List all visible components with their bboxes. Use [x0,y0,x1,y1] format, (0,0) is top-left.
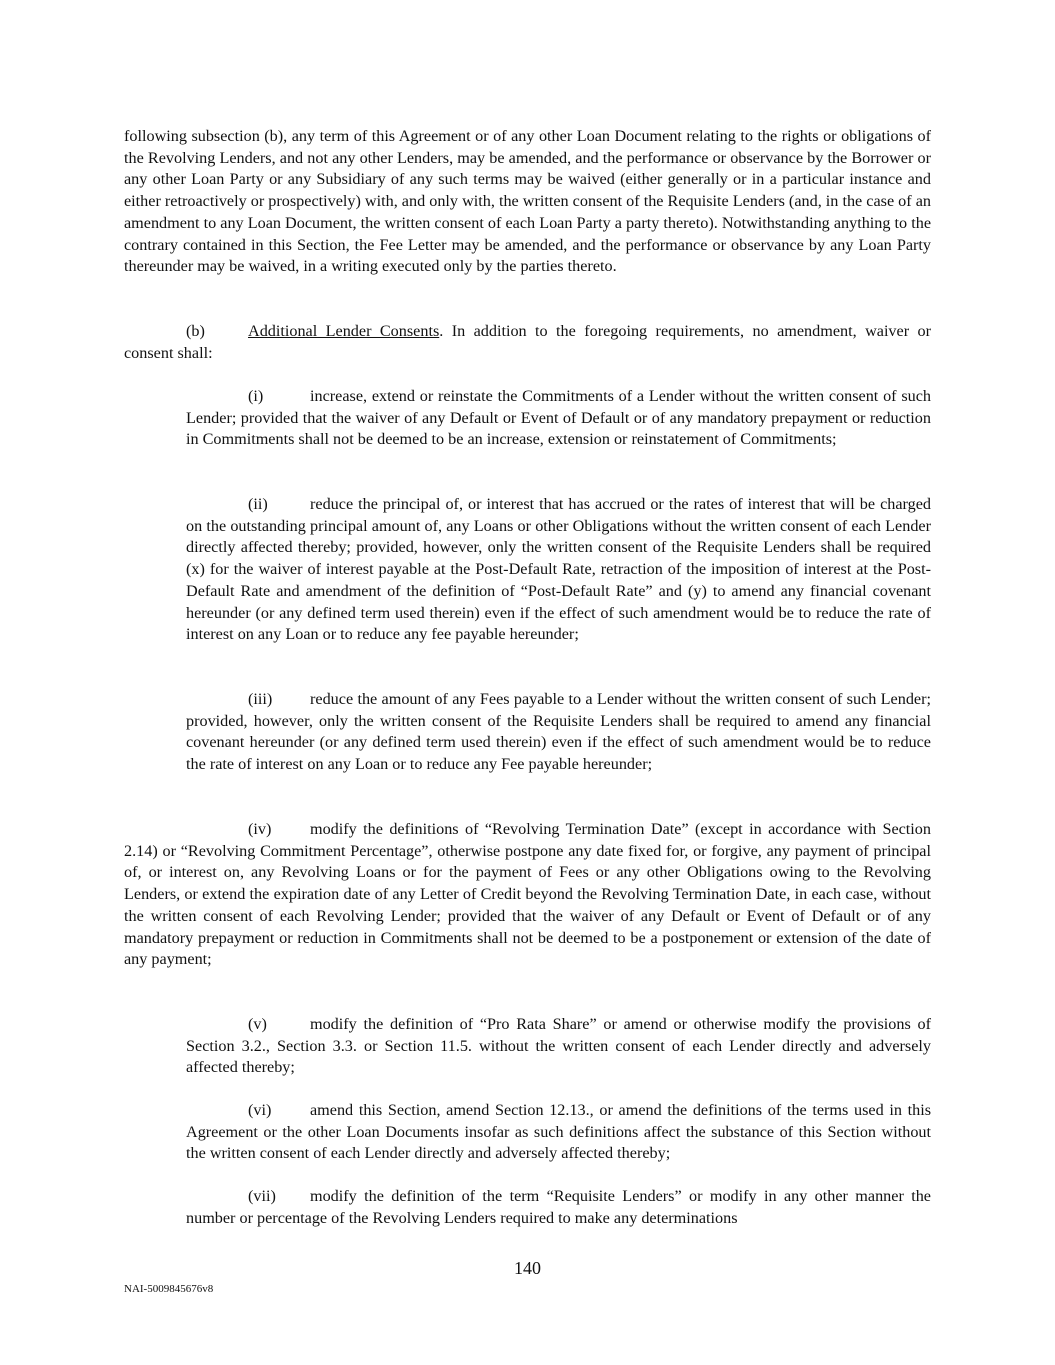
page-number: 140 [514,1258,541,1278]
section-b-label: (b) [186,322,205,340]
intro-paragraph: following subsection (b), any term of this Agreement or of any other Loan Document relating to the rights or obligations of the Revolving Lenders, and not any other Lenders, may be amended, and the performance or observance by the Borrower or any other Loan Party or any Subsidiary of any such terms may be waived (either generally or in a particular instance and either retroactively or prospectively) with, and only with, the written consent of the Requisite Lenders (and, in the case of an amendment to any Loan Document, the written consent of each Loan Party a party thereto). Notwithstanding anything to the contrary contained in this Section, the Fee Letter may be amended, and the performance or observance by any Loan Party thereunder may be waived, in a writing executed only by the parties thereto. [124,127,931,276]
document-id: NAI-5009845676v8 [124,1283,214,1295]
clause-text: amend this Section, amend Section 12.13., or amend the definitions of the terms used in this Agreement or the other Loan Documents insofar as such definitions affect the substance of this Section without the written consent of each Lender directly and adversely affected thereby; [186,1101,931,1163]
clause-v [186,1014,931,1079]
clause-text: reduce the principal of, or interest that has accrued or the rates of interest that will be charged on the outstanding principal amount of, any Loans or other Obligations without the written consent of each Lender directly affected thereby; provided, however, only the written consent of the Requisite Lenders shall be required (x) for the waiver of interest payable at the Post-Default Rate, retraction of the imposition of interest at the Post-Default Rate and amendment of the definition of “Post-Default Rate” and (y) to amend any financial covenant hereunder (or any defined term used therein) even if the effect of such amendment would be to reduce the rate of interest on any Loan or to reduce any fee payable hereunder; [186,495,931,644]
clause-text: modify the definition of the term “Requisite Lenders” or modify in any other manner the number or percentage of the Revolving Lenders required to make any determinations [186,1187,931,1227]
clause-label: (vii) [248,1187,276,1205]
section-b-heading: Additional Lender Consents [248,322,440,340]
clause-text: increase, extend or reinstate the Commitments of a Lender without the written consent of such Lender; provided that the waiver of any Default or Event of Default or of any mandatory prepayment or reduction in Commitments shall not be deemed to be an increase, extension or reinstatement of Commitments; [186,387,931,449]
clause-label: (v) [248,1015,267,1033]
section-b-text: . In addition to the foregoing requirements, no amendment, waiver or consent shall: [124,322,931,362]
clause-text: modify the definition of “Pro Rata Share” or amend or otherwise modify the provisions of Section 3.2., Section 3.3. or Section 11.5. without the written consent of each Lender directly and adversely affected thereby; [186,1015,931,1077]
clause-vii [186,1186,931,1229]
clause-label: (vi) [248,1101,272,1119]
clause-iii [186,689,931,776]
clause-i [186,386,931,451]
clause-vi [186,1100,931,1165]
section-b-paragraph [124,321,931,364]
clause-text: modify the definitions of “Revolving Termination Date” (except in accordance with Section 2.14) or “Revolving Commitment Percentage”, otherwise postpone any date fixed for, or forgive, any payment of principal of, or interest on, any Revolving Loans or for the payment of Fees or any other Obligations owing to the Revolving Lenders, or extend the expiration date of any Letter of Credit beyond the Revolving Termination Date, in each case, without the written consent of each Revolving Lender; provided that the waiver of any Default or Event of Default or of any mandatory prepayment or reduction in Commitments shall not be deemed to be a postponement or extension of the date of any payment; [124,820,931,969]
clause-label: (ii) [248,495,268,513]
clause-ii [186,494,931,646]
clause-label: (i) [248,387,264,405]
clause-label: (iv) [248,820,272,838]
clause-iv [124,819,931,971]
clause-text: reduce the amount of any Fees payable to a Lender without the written consent of such Lender; provided, however, only the written consent of the Requisite Lenders shall be required to amend any financial covenant hereunder (or any defined term used therein) even if the effect of such amendment would be to reduce the rate of interest on any Loan or to reduce any Fee payable hereunder; [186,690,931,774]
clause-label: (iii) [248,690,273,708]
